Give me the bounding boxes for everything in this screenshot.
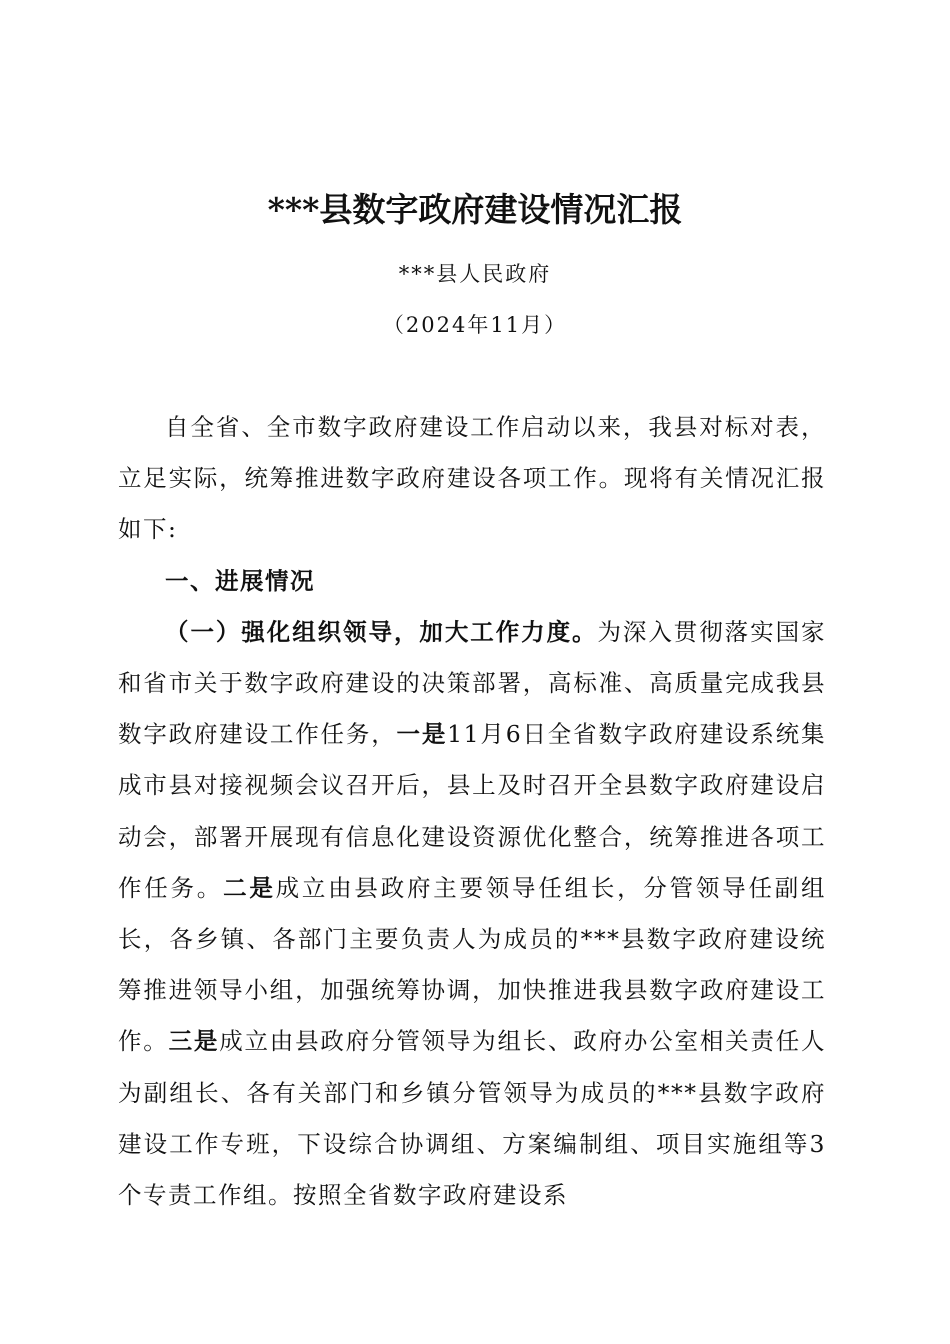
intro-paragraph: 自全省、全市数字政府建设工作启动以来，我县对标对表，立足实际，统筹推进数字政府建设各项工作。现将有关情况汇报如下:	[118, 413, 826, 544]
document-title: ***县数字政府建设情况汇报	[267, 190, 683, 229]
point-marker: 一是	[396, 720, 448, 749]
paragraph-text: 成立由县政府分管领导为组长、政府办公室相关责任人为副组长、各有关部门和乡镇分管领导为成员的***县数字政府建设工作专班，下设综合协调组、方案编制组、项目实施组等3个专责工作组。按照全省数字政府建设系	[118, 1027, 827, 1210]
paragraph-text: 为深入贯彻落实国家和省市关于数字政府建设的决策部署，高标准、高质量完成我县数字政府建设工作任务，	[118, 617, 827, 749]
date-line: （2024年11月）	[382, 313, 568, 337]
point-marker: 三是	[168, 1027, 220, 1056]
point-marker: 二是	[223, 873, 276, 902]
subsection-heading: （一）强化组织领导，加大工作力度。	[165, 617, 598, 646]
paragraph-text: 11月6日全省数字政府建设系统集成市县对接视频会议召开后，县上及时召开全县数字政府建设启动会，部署开展现有信息化建设资源优化整合，统筹推进各项工作任务。	[118, 720, 827, 902]
section-heading: 一、进展情况	[165, 566, 315, 595]
subsection-paragraph	[118, 607, 826, 1221]
paragraph-text: 成立由县政府主要领导任组长，分管领导任副组长，各乡镇、各部门主要负责人为成员的***县数字政府建设统筹推进领导小组，加强统筹协调，加快推进我县数字政府建设工作。	[118, 873, 827, 1056]
issuer-line: ***县人民政府	[398, 262, 552, 286]
document-body	[118, 402, 826, 1221]
